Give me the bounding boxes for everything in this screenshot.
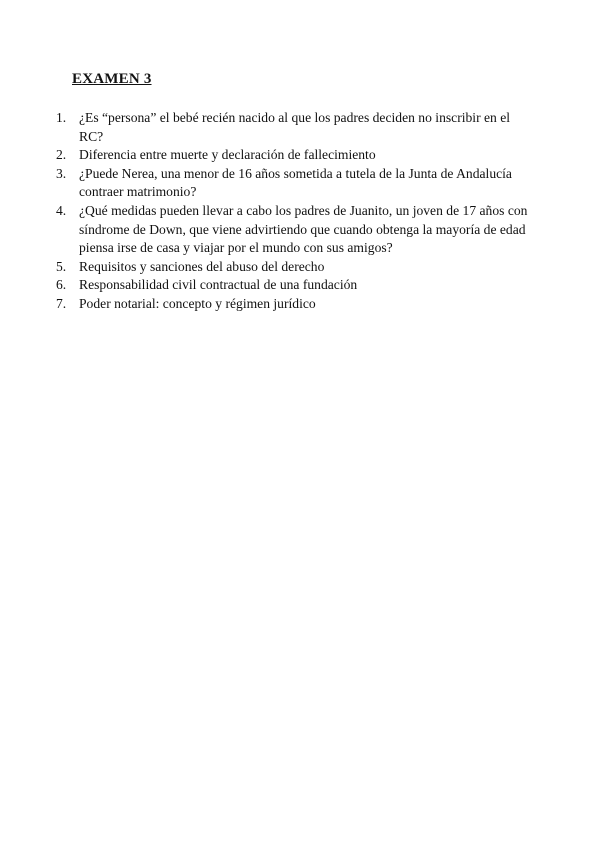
question-item-4 [56, 202, 534, 258]
question-item-5 [56, 258, 534, 277]
exam-title: EXAMEN 3 [72, 71, 152, 87]
question-item-3 [56, 165, 534, 202]
question-text: Requisitos y sanciones del abuso del derecho [79, 258, 325, 274]
question-text: ¿Es “persona” el bebé recién nacido al que los padres deciden no inscribir en el RC? [79, 110, 511, 144]
question-item-6 [56, 276, 534, 295]
question-item-1 [56, 109, 534, 146]
question-text: Diferencia entre muerte y declaración de fallecimiento [79, 147, 376, 163]
question-item-7 [56, 295, 534, 314]
question-list [56, 109, 534, 314]
question-number: 3. [56, 165, 67, 181]
question-number: 1. [56, 110, 67, 125]
question-text: ¿Qué medidas pueden llevar a cabo los padres de Juanito, un joven de 17 años con síndrome de Down, que viene advirtiendo que cuando obtenga la mayoría de edad piensa irse de casa y viajar por el mundo con sus amigos? [79, 202, 528, 256]
question-number: 5. [56, 258, 67, 274]
question-item-2 [56, 146, 534, 165]
question-number: 7. [56, 295, 67, 311]
question-text: Responsabilidad civil contractual de una fundación [79, 277, 358, 293]
question-text: ¿Puede Nerea, una menor de 16 años sometida a tutela de la Junta de Andalucía contraer matrimonio? [79, 165, 512, 200]
question-text: Poder notarial: concepto y régimen jurídico [79, 295, 316, 311]
question-number: 2. [56, 147, 67, 163]
question-number: 6. [56, 277, 67, 293]
question-number: 4. [56, 202, 67, 218]
